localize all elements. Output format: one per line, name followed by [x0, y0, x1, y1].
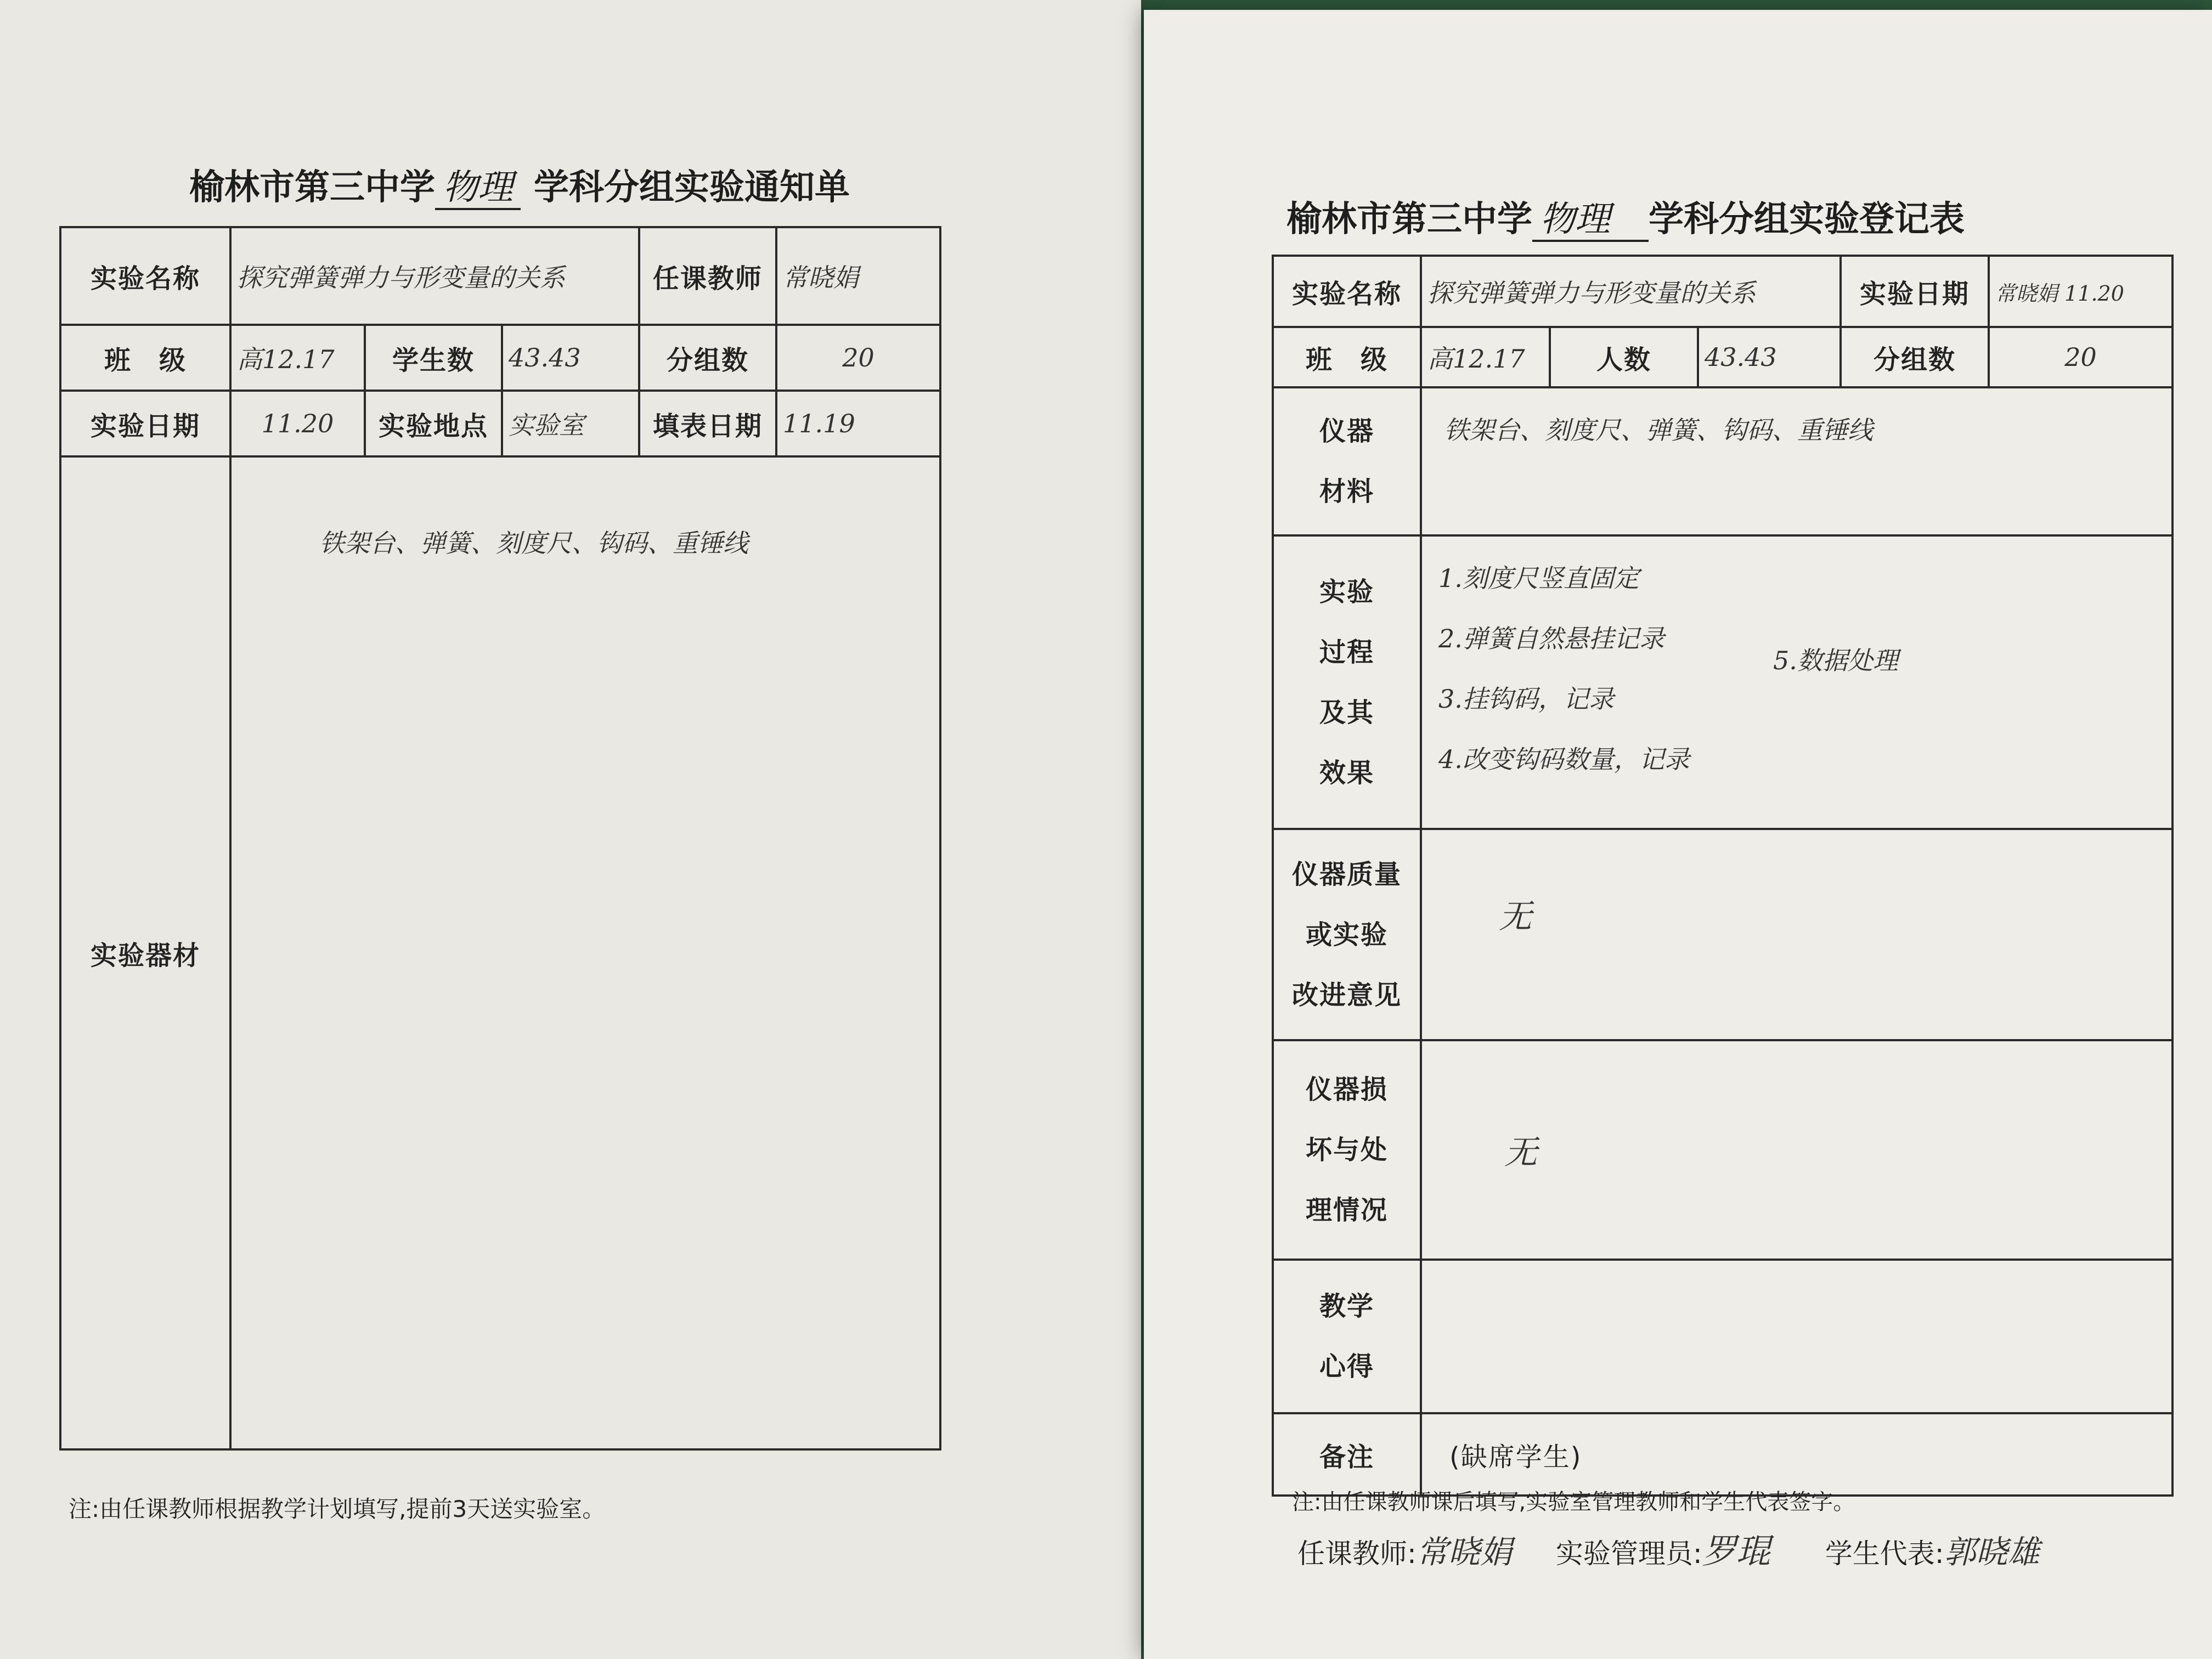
notice-footnote: 注:由任课教师根据教学计划填写,提前3天送实验室。 [69, 1496, 606, 1522]
register-title-prefix: 榆林市第三中学 [1286, 199, 1532, 240]
label-process-line2: 过程 [1319, 636, 1374, 668]
register-title [1286, 191, 1965, 241]
notice-subject: 物理 [435, 167, 521, 210]
value-experiment-name: 探究弹簧弹力与形变量的关系 [230, 227, 639, 325]
label-instruments [1273, 387, 1421, 535]
admin-sig-label: 实验管理员: [1555, 1538, 1702, 1570]
label-location: 实验地点 [365, 391, 502, 456]
value-teacher: 常晓娟 [776, 227, 940, 325]
value-location: 实验室 [502, 391, 639, 456]
label-groups: 分组数 [1841, 327, 1989, 387]
register-sheet [1144, 10, 2212, 1659]
register-subject: 物理 [1532, 199, 1649, 242]
label-process-line4: 效果 [1319, 757, 1374, 788]
notice-title-suffix: 学科分组实验通知单 [534, 167, 850, 208]
process-step-4: 4.改变钩码数量，记录 [1438, 744, 1690, 774]
label-experiment-date: 实验日期 [60, 391, 230, 456]
label-class: 班 级 [1273, 327, 1421, 387]
notice-table [59, 226, 941, 1451]
value-student-count: 43.43 [502, 325, 639, 391]
label-quality-line2: 或实验 [1305, 919, 1388, 950]
label-class: 班 级 [60, 325, 230, 391]
register-title-suffix: 学科分组实验登记表 [1649, 199, 1965, 240]
process-step-2: 2.弹簧自然悬挂记录 [1438, 624, 1664, 653]
label-experiment-name: 实验名称 [1273, 256, 1421, 327]
value-damage: 无 [1421, 1040, 2172, 1260]
value-quality: 无 [1421, 829, 2172, 1040]
value-class: 高12.17 [1421, 327, 1550, 387]
notice-title-prefix: 榆林市第三中学 [189, 167, 435, 208]
label-damage-line2: 坏与处 [1305, 1135, 1388, 1165]
label-instruments-line2: 材料 [1319, 476, 1374, 507]
process-step-5: 5.数据处理 [1773, 646, 1898, 675]
value-equipment: 铁架台、弹簧、刻度尺、钩码、重锤线 [230, 456, 940, 1449]
label-equipment: 实验器材 [60, 456, 230, 1449]
value-experiment-date: 11.20 [230, 391, 365, 456]
teacher-signature: 常晓娟 [1416, 1533, 1512, 1571]
label-process [1273, 535, 1421, 829]
label-reflection [1273, 1260, 1421, 1413]
value-groups: 20 [776, 325, 940, 391]
value-remarks: (缺席学生) [1421, 1413, 2172, 1496]
value-fill-date: 11.19 [776, 391, 940, 456]
label-student-count: 学生数 [365, 325, 502, 391]
label-headcount: 人数 [1550, 327, 1698, 387]
student-sig-label: 学生代表: [1825, 1538, 1944, 1570]
label-reflection-line1: 教学 [1319, 1291, 1374, 1322]
student-signature: 郭晓雄 [1944, 1533, 2040, 1571]
label-quality-line1: 仪器质量 [1291, 859, 1402, 890]
label-experiment-date: 实验日期 [1841, 256, 1989, 327]
value-experiment-name: 探究弹簧弹力与形变量的关系 [1421, 256, 1841, 327]
value-experiment-date: 常晓娟 11.20 [1989, 256, 2172, 327]
signature-row [1297, 1524, 2040, 1573]
label-damage-line1: 仪器损 [1305, 1074, 1388, 1105]
label-quality-line3: 改进意见 [1291, 979, 1402, 1011]
notice-title [189, 159, 850, 210]
label-experiment-name: 实验名称 [60, 227, 230, 325]
value-instruments: 铁架台、刻度尺、弹簧、钩码、重锤线 [1421, 387, 2172, 535]
label-teacher: 任课教师 [639, 227, 776, 325]
admin-signature: 罗琨 [1702, 1531, 1770, 1571]
value-process [1421, 535, 2172, 829]
label-reflection-line2: 心得 [1319, 1351, 1374, 1382]
value-reflection [1421, 1260, 2172, 1413]
label-quality [1273, 829, 1421, 1040]
label-fill-date: 填表日期 [639, 391, 776, 456]
register-table [1272, 255, 2174, 1497]
value-groups: 20 [1989, 327, 2172, 387]
label-groups: 分组数 [639, 325, 776, 391]
label-process-line1: 实验 [1319, 576, 1374, 607]
label-damage-line3: 理情况 [1305, 1195, 1388, 1226]
value-headcount: 43.43 [1698, 327, 1841, 387]
label-remarks: 备注 [1273, 1413, 1421, 1496]
register-footnote: 注:由任课教师课后填写,实验室管理教师和学生代表签字。 [1292, 1489, 1855, 1515]
process-step-1: 1.刻度尺竖直固定 [1438, 563, 1639, 593]
label-damage [1273, 1040, 1421, 1260]
teacher-sig-label: 任课教师: [1297, 1538, 1417, 1570]
label-process-line3: 及其 [1319, 697, 1374, 728]
process-step-3: 3.挂钩码，记录 [1438, 684, 1614, 714]
value-class: 高12.17 [230, 325, 365, 391]
label-instruments-line1: 仪器 [1319, 416, 1374, 447]
